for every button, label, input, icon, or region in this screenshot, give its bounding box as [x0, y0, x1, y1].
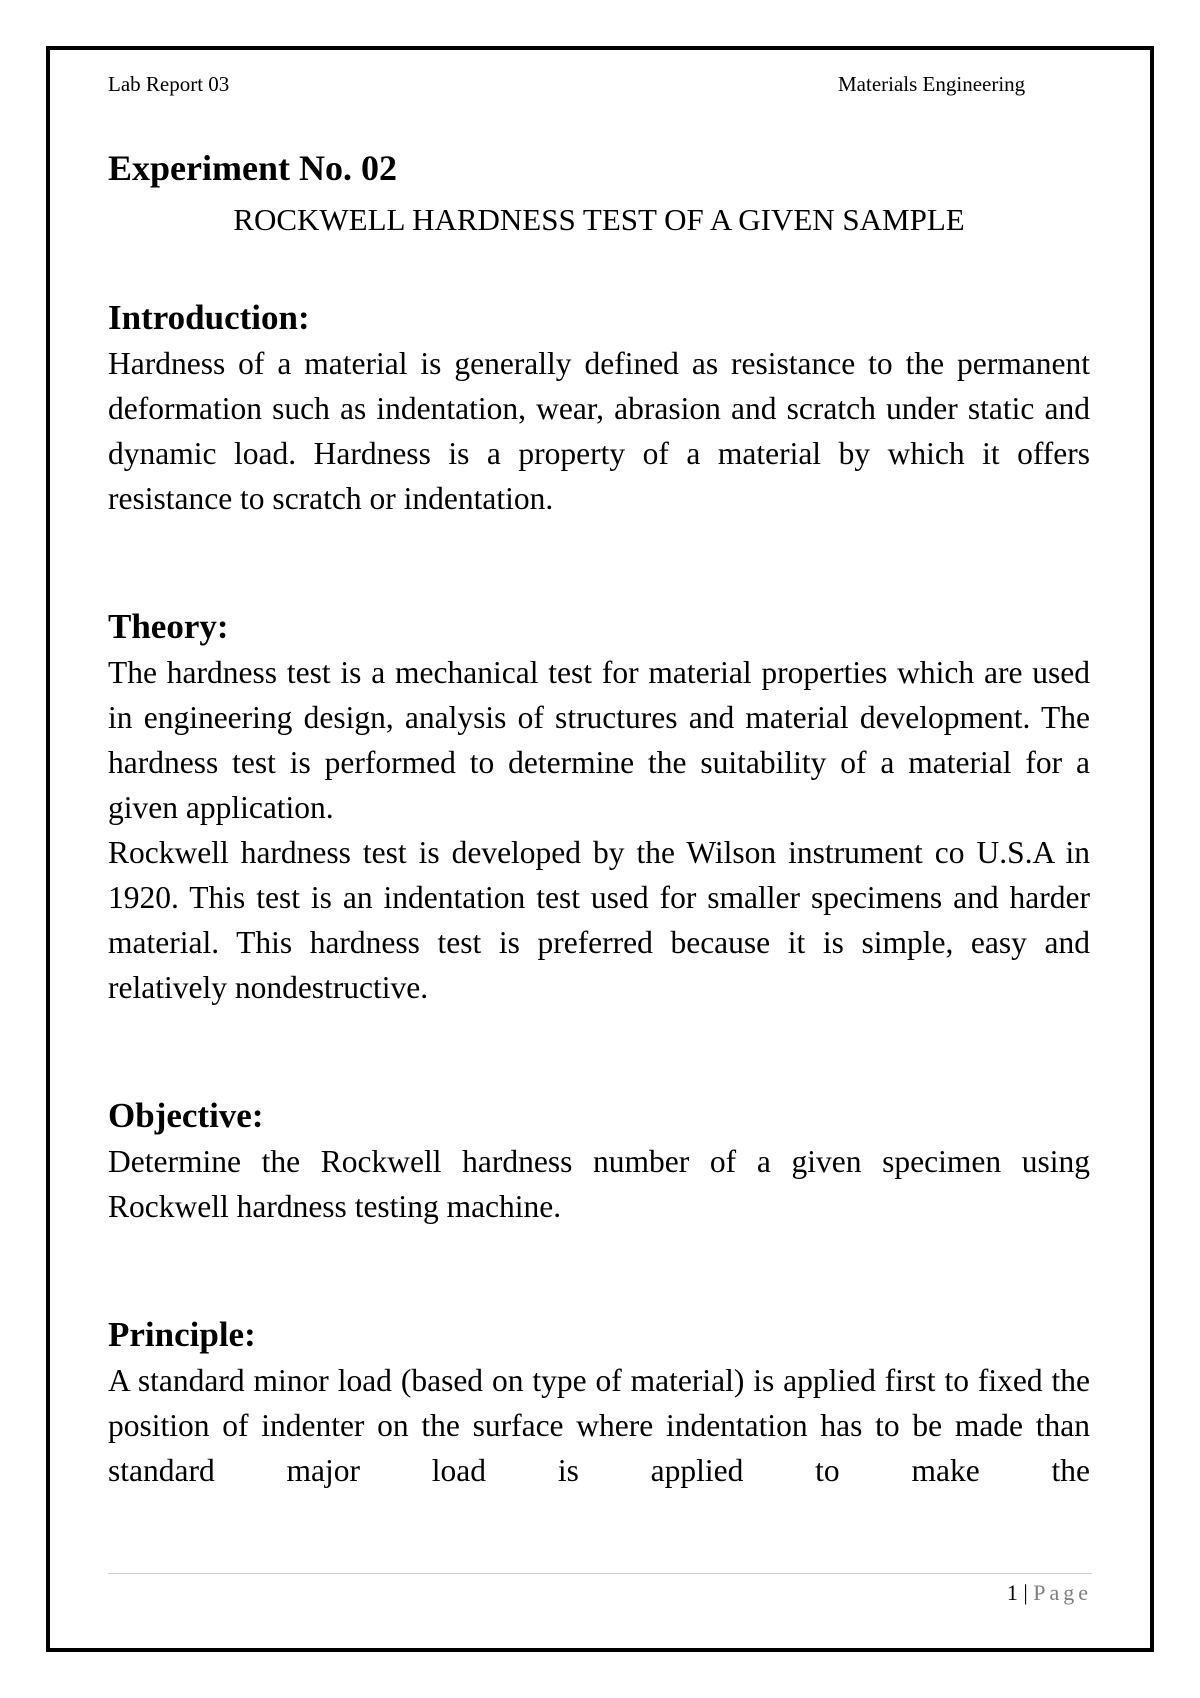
header-right: Materials Engineering [838, 72, 1026, 96]
header-left: Lab Report 03 [108, 72, 230, 96]
page-footer [108, 1580, 1092, 1606]
theory-paragraph-2: Rockwell hardness test is developed by the Wilson instrument co U.S.A in 1920. This test is an indentation test used for smaller specimens and harder material. This hardness test is preferred because it is simple, easy and relatively nondestructive. [108, 835, 1090, 1005]
principle-paragraph: A standard minor load (based on type of material) is applied first to fixed the position of indenter on the surface where indentation has to be made than standard major load is applied to make the [108, 1363, 1090, 1488]
objective-heading: Objective: [108, 1096, 264, 1135]
introduction-section [108, 295, 1090, 521]
page-label: Page [1033, 1580, 1092, 1605]
objective-section [108, 1093, 1090, 1229]
document-body [108, 144, 1090, 1493]
experiment-title: Experiment No. 02 [108, 148, 397, 188]
introduction-heading: Introduction: [108, 298, 310, 337]
introduction-paragraph: Hardness of a material is generally defined as resistance to the permanent deformation such as indentation, wear, abrasion and scratch under static and dynamic load. Hardness is a property of a material by which it offers resistance to scratch or indentation. [108, 346, 1090, 516]
theory-section [108, 604, 1090, 1010]
page-number: 1 [1006, 1580, 1018, 1605]
theory-paragraph-1: The hardness test is a mechanical test for material properties which are used in engineering design, analysis of structures and material development. The hardness test is performed to determine the suitability of a material for a given application. [108, 655, 1090, 825]
experiment-subtitle: ROCKWELL HARDNESS TEST OF A GIVEN SAMPLE [233, 202, 965, 237]
page-separator: | [1023, 1580, 1028, 1605]
objective-paragraph: Determine the Rockwell hardness number of a given specimen using Rockwell hardness testing machine. [108, 1144, 1090, 1224]
principle-section [108, 1312, 1090, 1493]
principle-heading: Principle: [108, 1315, 256, 1354]
footer-divider [108, 1573, 1092, 1574]
theory-heading: Theory: [108, 607, 229, 646]
